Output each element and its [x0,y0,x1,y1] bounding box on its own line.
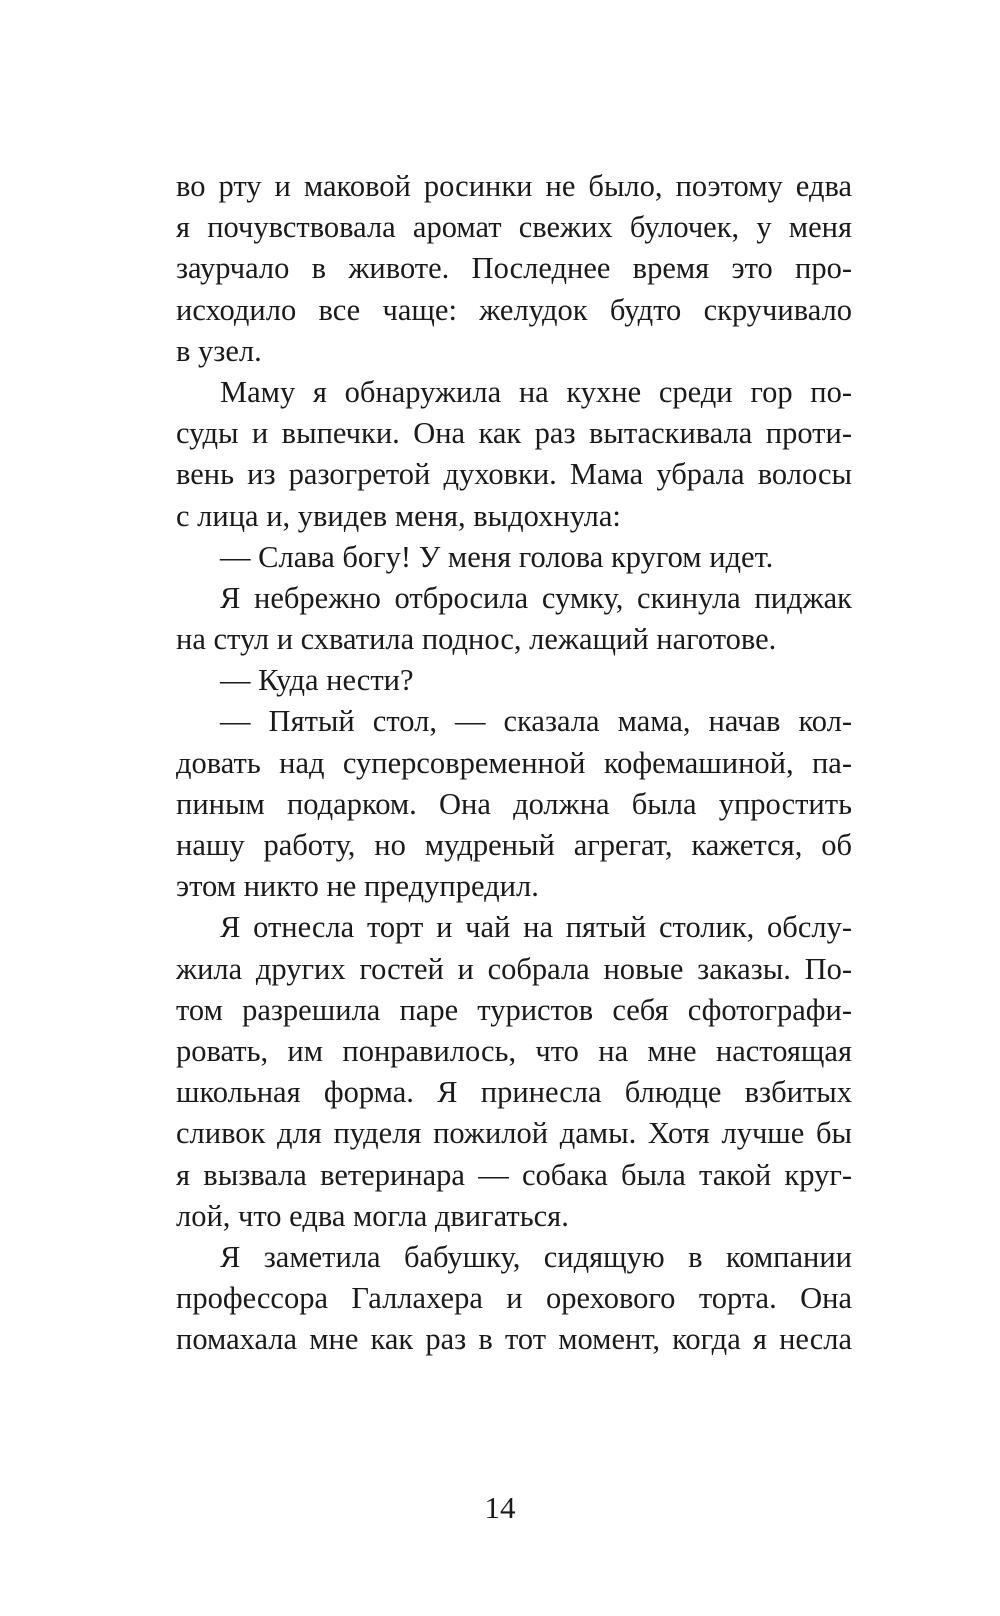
text-line: заурчало в животе. Последнее время это про- [176,251,852,286]
text-line: жила других гостей и собрала новые заказы. По- [176,951,852,986]
text-line: Я отнесла торт и чай на пятый столик, обслу- [220,910,852,945]
page-number: 14 [484,1490,516,1525]
dialogue-line: — Куда нести? [220,663,414,698]
text-line: на стул и схватила поднос, лежащий наготове. [176,622,777,657]
text-line: довать над суперсовременной кофемашиной, па- [176,745,852,780]
text-line: том разрешила паре туристов себя сфотографи- [176,992,852,1027]
text-line: в узел. [176,333,262,368]
text-line: лой, что едва могла двигаться. [176,1198,569,1233]
text-line: этом никто не предупредил. [176,869,539,904]
text-line: ровать, им понравилось, что на мне настоящая [176,1033,852,1068]
dialogue-line: — Пятый стол, — сказала мама, начав кол- [220,704,852,739]
text-line: школьная форма. Я принесла блюдце взбитых [176,1075,852,1110]
text-line: нашу работу, но мудреный агрегат, кажется, об [176,828,852,862]
text-line: профессора Галлахера и орехового торта. Она [176,1281,852,1316]
dialogue-line: — Слава богу! У меня голова кругом идет. [220,539,774,574]
text-line: исходило все чаще: желудок будто скручивало [176,292,852,327]
text-line: вень из разогретой духовки. Мама убрала волосы [176,457,852,492]
text-line: Маму я обнаружила на кухне среди гор по- [220,374,852,409]
text-line: я почувствовала аромат свежих булочек, у меня [176,210,852,245]
body-text [176,166,852,1360]
text-line: Я небрежно отбросила сумку, скинула пиджак [220,580,852,615]
text-line: суды и выпечки. Она как раз вытаскивала проти- [176,416,852,451]
text-line: во рту и маковой росинки не было, поэтому едва [176,169,852,203]
text-line: помахала мне как раз в тот момент, когда я несла [176,1322,852,1357]
text-line: сливок для пуделя пожилой дамы. Хотя лучше бы [176,1116,852,1151]
text-line: с лица и, увидев меня, выдохнула: [176,498,621,533]
text-line: пиным подарком. Она должна была упростить [176,786,852,821]
text-line: Я заметила бабушку, сидящую в компании [220,1239,852,1274]
text-line: я вызвала ветеринара — собака была такой круг- [176,1157,852,1192]
